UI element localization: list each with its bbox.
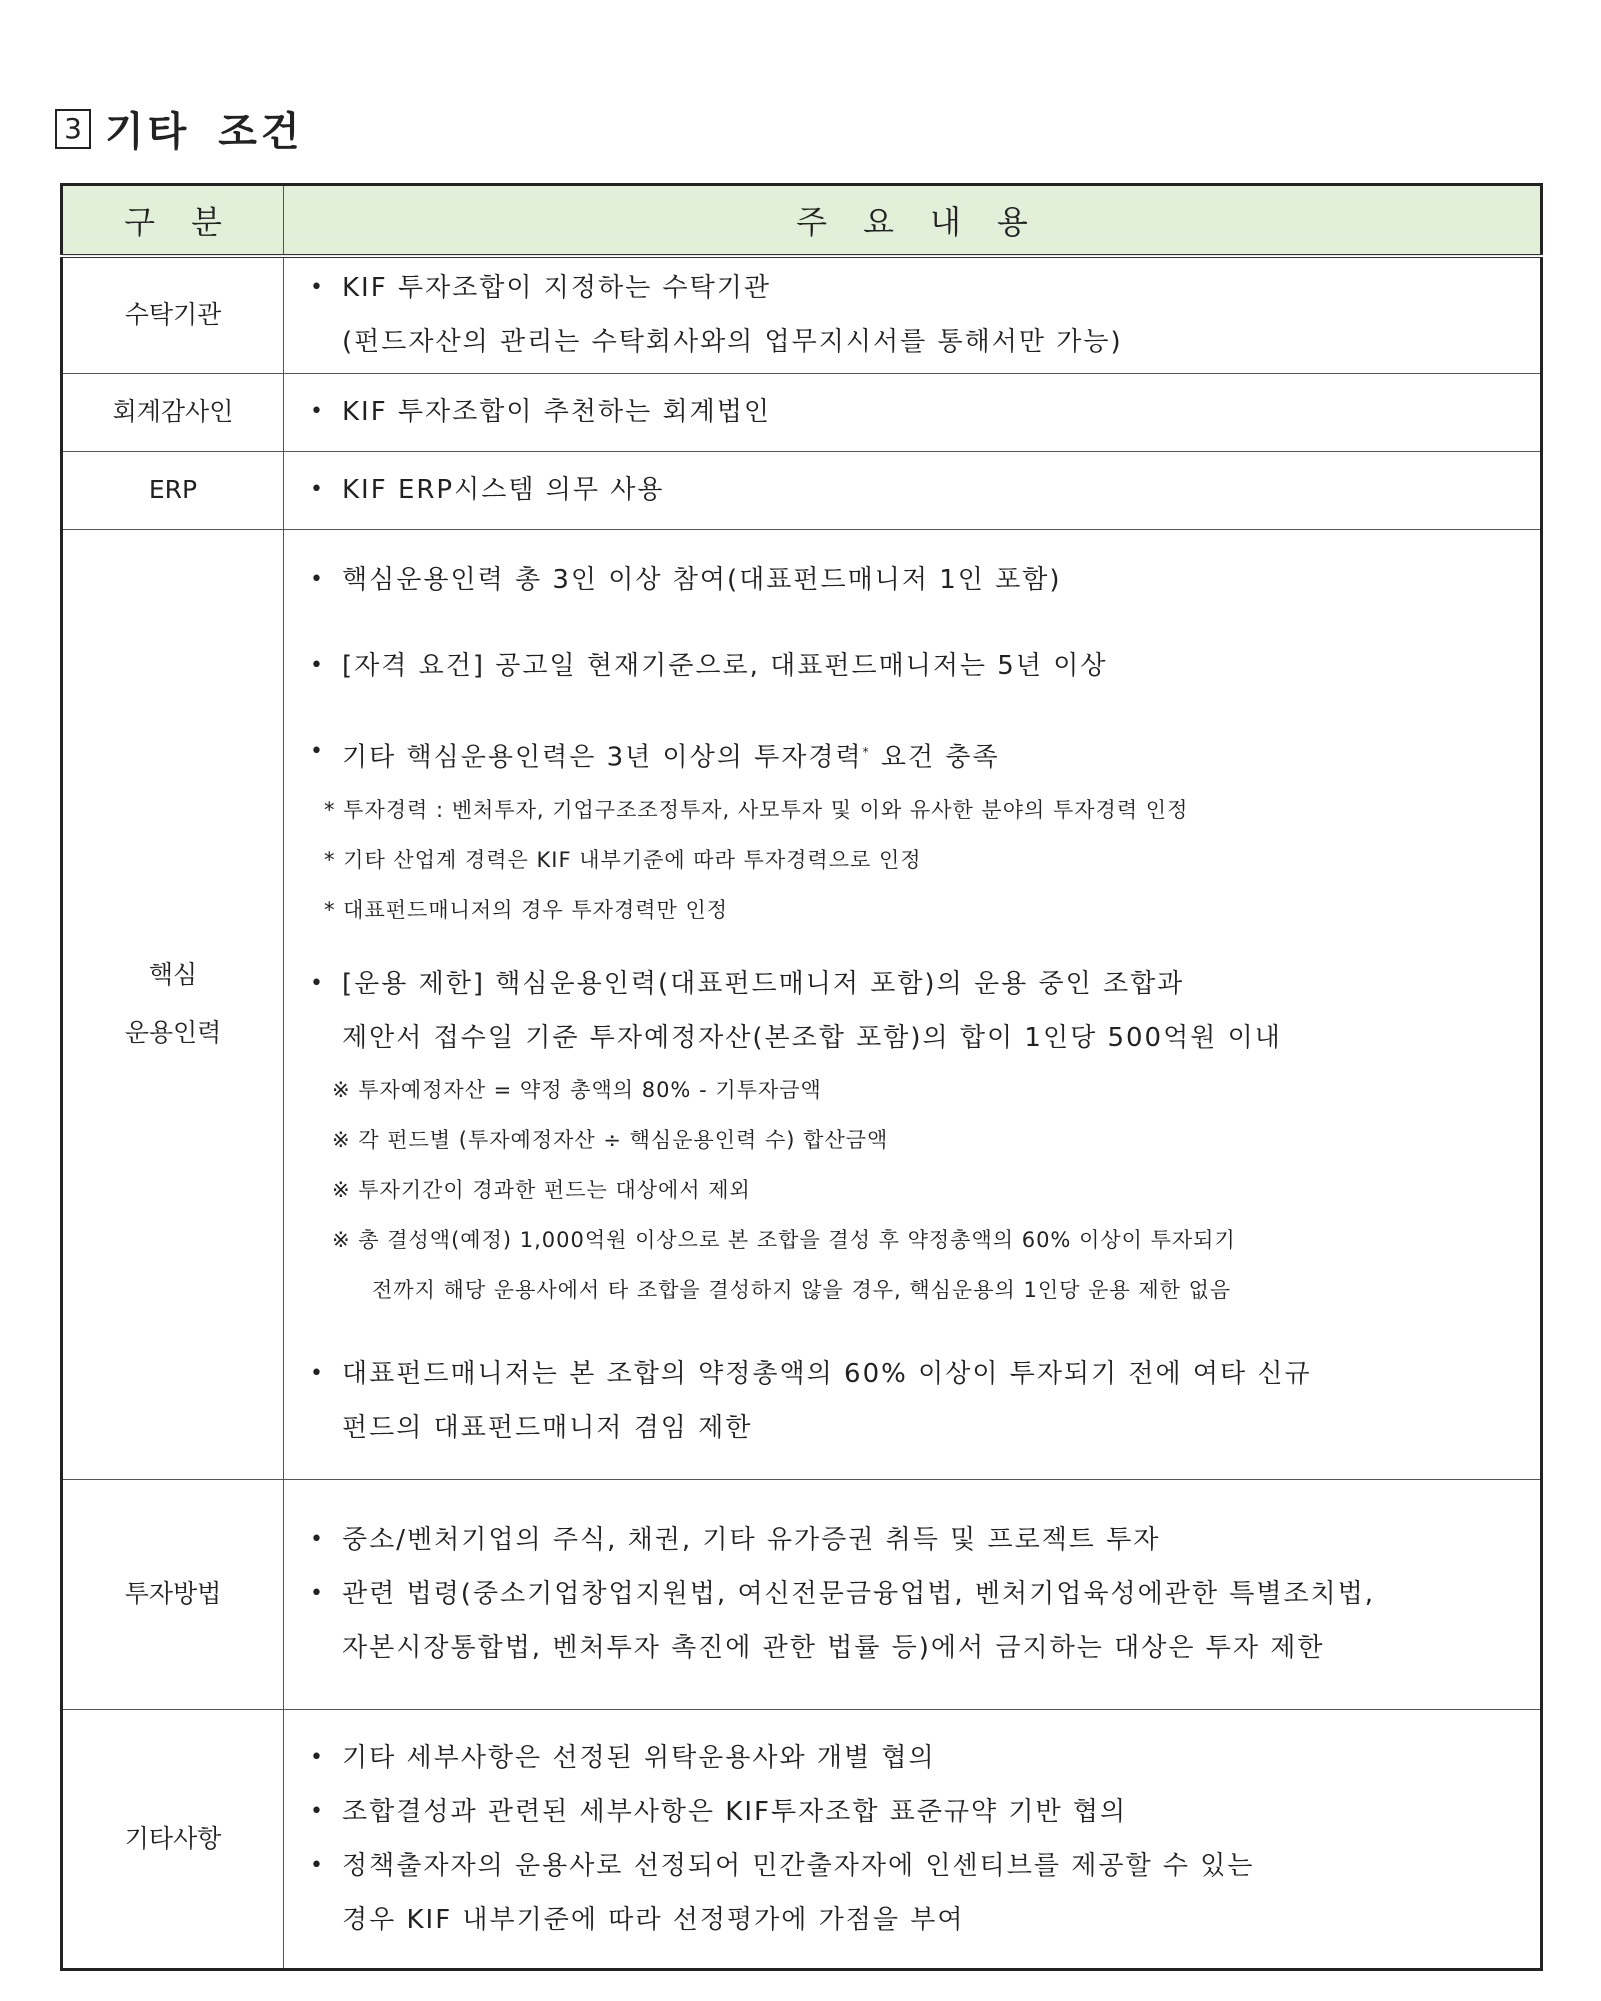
- reference-note: ※ 각 펀드별 (투자예정자산 ÷ 핵심운용인력 수) 합산금액: [332, 1127, 889, 1152]
- bullet-text: 핵심운용인력 총 3인 이상 참여(대표펀드매니저 1인 포함): [342, 565, 1062, 596]
- row-content: [284, 451, 1542, 529]
- bullet-item: [302, 261, 1526, 369]
- bullet-text: KIF 투자조합이 추천하는 회계법인: [342, 397, 771, 427]
- row-content: [284, 373, 1542, 451]
- bullet-item: [302, 1347, 1526, 1455]
- footnote: * 대표펀드매니저의 경우 투자경력만 인정: [324, 897, 729, 922]
- bullet-text-continued: (펀드자산의 관리는 수탁회사와의 업무지시서를 통해서만 가능): [342, 327, 1123, 358]
- row-label-line: 핵심: [148, 960, 198, 989]
- bullet-item: [302, 725, 1526, 785]
- bullet-text: 조합결성과 관련된 세부사항은 KIF투자조합 표준규약 기반 협의: [342, 1796, 1128, 1827]
- row-content: [284, 256, 1542, 373]
- reference-note: ※ 투자기간이 경과한 펀드는 대상에서 제외: [332, 1177, 751, 1202]
- bullet-text: 정책출자자의 운용사로 선정되어 민간출자자에 인센티브를 제공할 수 있는: [342, 1850, 1255, 1881]
- conditions-table: [60, 183, 1543, 1971]
- row-investment-method: [62, 1479, 1542, 1709]
- bullet-text-continued: 펀드의 대표펀드매니저 겸임 제한: [342, 1412, 753, 1443]
- header-category: 구분: [62, 185, 284, 257]
- bullet-item: [302, 1731, 1526, 1785]
- bullet-text: 기타 세부사항은 선정된 위탁운용사와 개별 협의: [342, 1742, 936, 1773]
- bullet-item: [302, 1785, 1526, 1839]
- bullet-text-continued: 자본시장통합법, 벤처투자 촉진에 관한 법률 등)에서 금지하는 대상은 투자 제한: [342, 1633, 1325, 1663]
- bullet-text-continued: 경우 KIF 내부기준에 따라 선정평가에 가점을 부여: [342, 1904, 965, 1935]
- row-content: [284, 529, 1542, 1479]
- section-heading: [55, 100, 304, 157]
- bullet-text: [운용 제한] 핵심운용인력(대표펀드매니저 포함)의 운용 중인 조합과: [342, 968, 1185, 999]
- row-custodian: [62, 256, 1542, 373]
- bullet-text: 대표펀드매니저는 본 조합의 약정총액의 60% 이상이 투자되기 전에 여타 신규: [342, 1358, 1312, 1389]
- row-label-line: 운용인력: [124, 1018, 222, 1047]
- footnote: * 기타 산업계 경력은 KIF 내부기준에 따라 투자경력으로 인정: [324, 847, 922, 872]
- row-erp: [62, 451, 1542, 529]
- bullet-text: KIF ERP시스템 의무 사용: [342, 475, 665, 505]
- reference-note: ※ 투자예정자산 = 약정 총액의 80% - 기투자금액: [332, 1077, 822, 1102]
- row-content: [284, 1709, 1542, 1969]
- table-header-row: [62, 185, 1542, 257]
- bullet-item: [302, 385, 1526, 439]
- bullet-item: [302, 1567, 1526, 1675]
- row-other-matters: [62, 1709, 1542, 1969]
- row-label: 투자방법: [62, 1479, 284, 1709]
- row-auditor: [62, 373, 1542, 451]
- footnote-mark: *: [862, 745, 871, 760]
- section-title-word-2: 조건: [218, 109, 304, 155]
- bullet-text: 관련 법령(중소기업창업지원법, 여신전문금융업법, 벤처기업육성에관한 특별조치법,: [342, 1579, 1376, 1609]
- bullet-item: [302, 639, 1526, 693]
- bullet-item: [302, 1839, 1526, 1947]
- bullet-item: [302, 463, 1526, 517]
- row-core-personnel: [62, 529, 1542, 1479]
- row-label: [62, 529, 284, 1479]
- section-title-word-1: 기타: [105, 109, 191, 155]
- bullet-text: 중소/벤처기업의 주식, 채권, 기타 유가증권 취득 및 프로젝트 투자: [342, 1525, 1161, 1555]
- bullet-item: [302, 957, 1526, 1065]
- bullet-item: [302, 553, 1526, 607]
- bullet-text: 기타 핵심운용인력은 3년 이상의 투자경력: [342, 742, 863, 773]
- bullet-text: KIF 투자조합이 지정하는 수탁기관: [342, 273, 771, 304]
- reference-note: ※ 총 결성액(예정) 1,000억원 이상으로 본 조합을 결성 후 약정총액의 60% 이상이 투자되기: [332, 1227, 1236, 1252]
- row-content: [284, 1479, 1542, 1709]
- row-label: 회계감사인: [62, 373, 284, 451]
- reference-note-continued: 전까지 해당 운용사에서 타 조합을 결성하지 않을 경우, 핵심운용의 1인당 운용 제한 없음: [372, 1277, 1232, 1302]
- row-label: 기타사항: [62, 1709, 284, 1969]
- bullet-text: [자격 요건] 공고일 현재기준으로, 대표펀드매니저는 5년 이상: [342, 651, 1108, 682]
- section-number-box: 3: [55, 109, 91, 149]
- footnote: * 투자경력 : 벤처투자, 기업구조조정투자, 사모투자 및 이와 유사한 분야의 투자경력 인정: [324, 797, 1189, 822]
- row-label: ERP: [62, 451, 284, 529]
- row-label: 수탁기관: [62, 256, 284, 373]
- bullet-text: 요건 충족: [870, 742, 1000, 773]
- bullet-item: [302, 1513, 1526, 1567]
- bullet-text-continued: 제안서 접수일 기준 투자예정자산(본조합 포함)의 합이 1인당 500억원 이내: [342, 1022, 1282, 1053]
- header-main-content: 주요내용: [284, 185, 1542, 257]
